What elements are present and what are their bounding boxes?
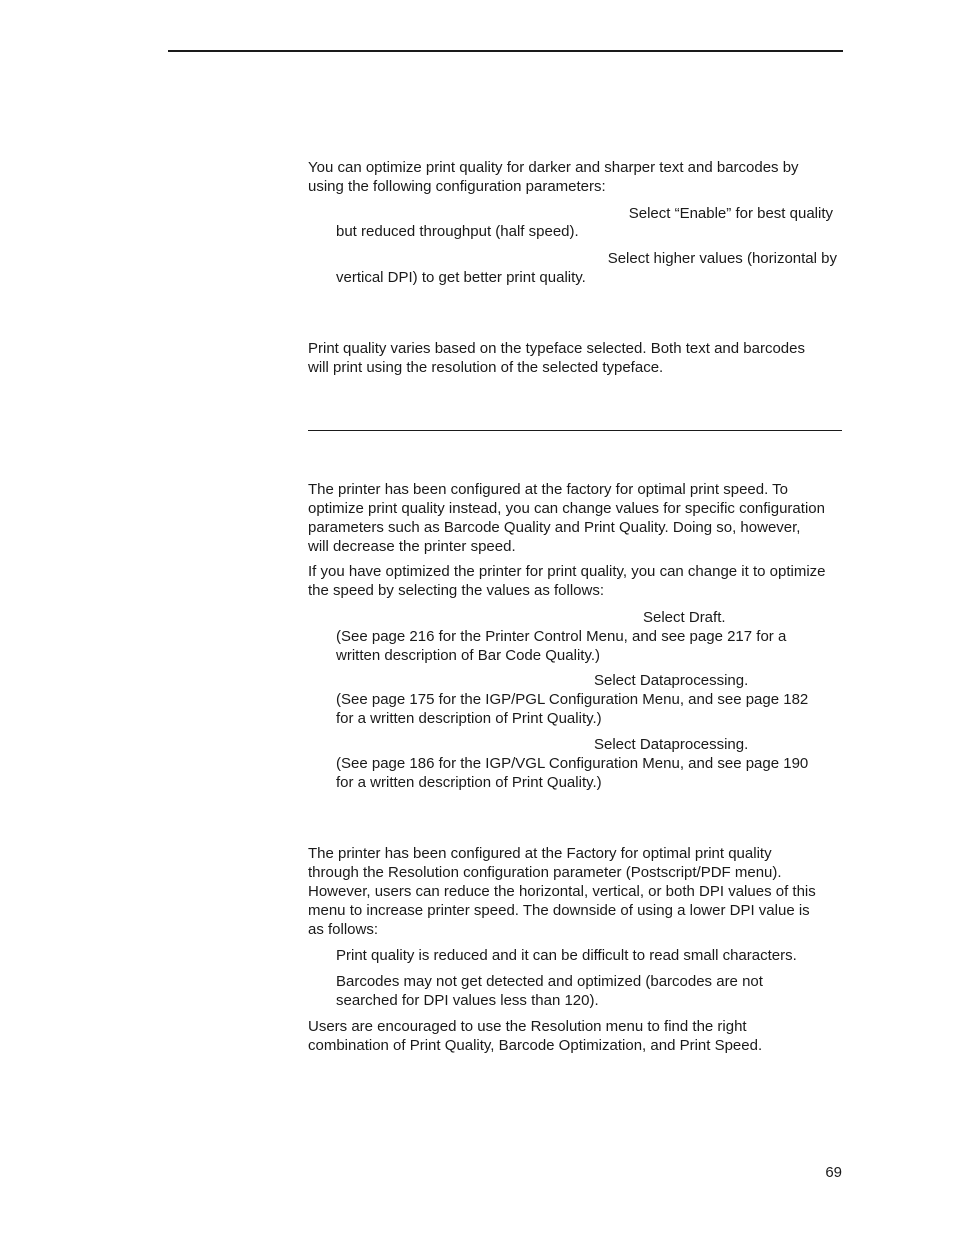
optimized-quality-paragraph: If you have optimized the printer for print quality, you can change it to optimize the speed by selecting the values as follows: (308, 563, 826, 599)
resolution-menu-paragraph: Users are encouraged to use the Resolution menu to find the right combination of Print Quality, Barcode Optimization, and Print Speed. (308, 1018, 763, 1054)
barcode-quality-item-value: Select Draft. (643, 609, 726, 626)
igp-vgl-item-value: Select Dataprocessing. (594, 736, 749, 753)
page-number: 69 (825, 1164, 842, 1181)
intro-paragraph: You can optimize print quality for darker and sharper text and barcodes by using the following configuration parameters: (308, 159, 799, 195)
downside-item-quality: Print quality is reduced and it can be difficult to read small characters. (336, 947, 797, 964)
print-mode-item-continuation: but reduced throughput (half speed). (336, 223, 579, 240)
igp-pgl-item-value: Select Dataprocessing. (594, 672, 749, 689)
igp-vgl-item-reference: (See page 186 for the IGP/VGL Configuration Menu, and see page 190 for a written description of Print Quality.) (336, 755, 809, 791)
print-mode-item-description: Select “Enable” for best quality (628, 205, 833, 222)
header-rule (168, 50, 843, 52)
optimize-speed-paragraph: The printer has been configured at the factory for optimal print speed. To optimize print quality instead, you can change values for specific configuration parameters such as Barcode Quality and Print Quality. Doing so, however, will decrease the printer speed. (308, 481, 825, 555)
resolution-paragraph: The printer has been configured at the Factory for optimal print quality through the Resolution configuration parameter (Postscript/PDF menu). However, users can reduce the horizontal, vertical, or both DPI values of this menu to increase printer speed. The downside of using a lower DPI value is as follows: (308, 845, 816, 938)
resolution-item-description: Select higher values (horizontal by (607, 250, 837, 267)
typeface-paragraph: Print quality varies based on the typeface selected. Both text and barcodes will print using the resolution of the selected typeface. (308, 340, 805, 376)
igp-pgl-item-reference: (See page 175 for the IGP/PGL Configuration Menu, and see page 182 for a written description of Print Quality.) (336, 691, 809, 727)
section-divider (308, 430, 842, 431)
barcode-quality-item-reference: (See page 216 for the Printer Control Menu, and see page 217 for a written description of Bar Code Quality.) (336, 628, 787, 664)
downside-item-barcodes: Barcodes may not get detected and optimized (barcodes are not searched for DPI values less than 120). (336, 973, 763, 1009)
resolution-item-continuation: vertical DPI) to get better print quality. (336, 269, 586, 286)
